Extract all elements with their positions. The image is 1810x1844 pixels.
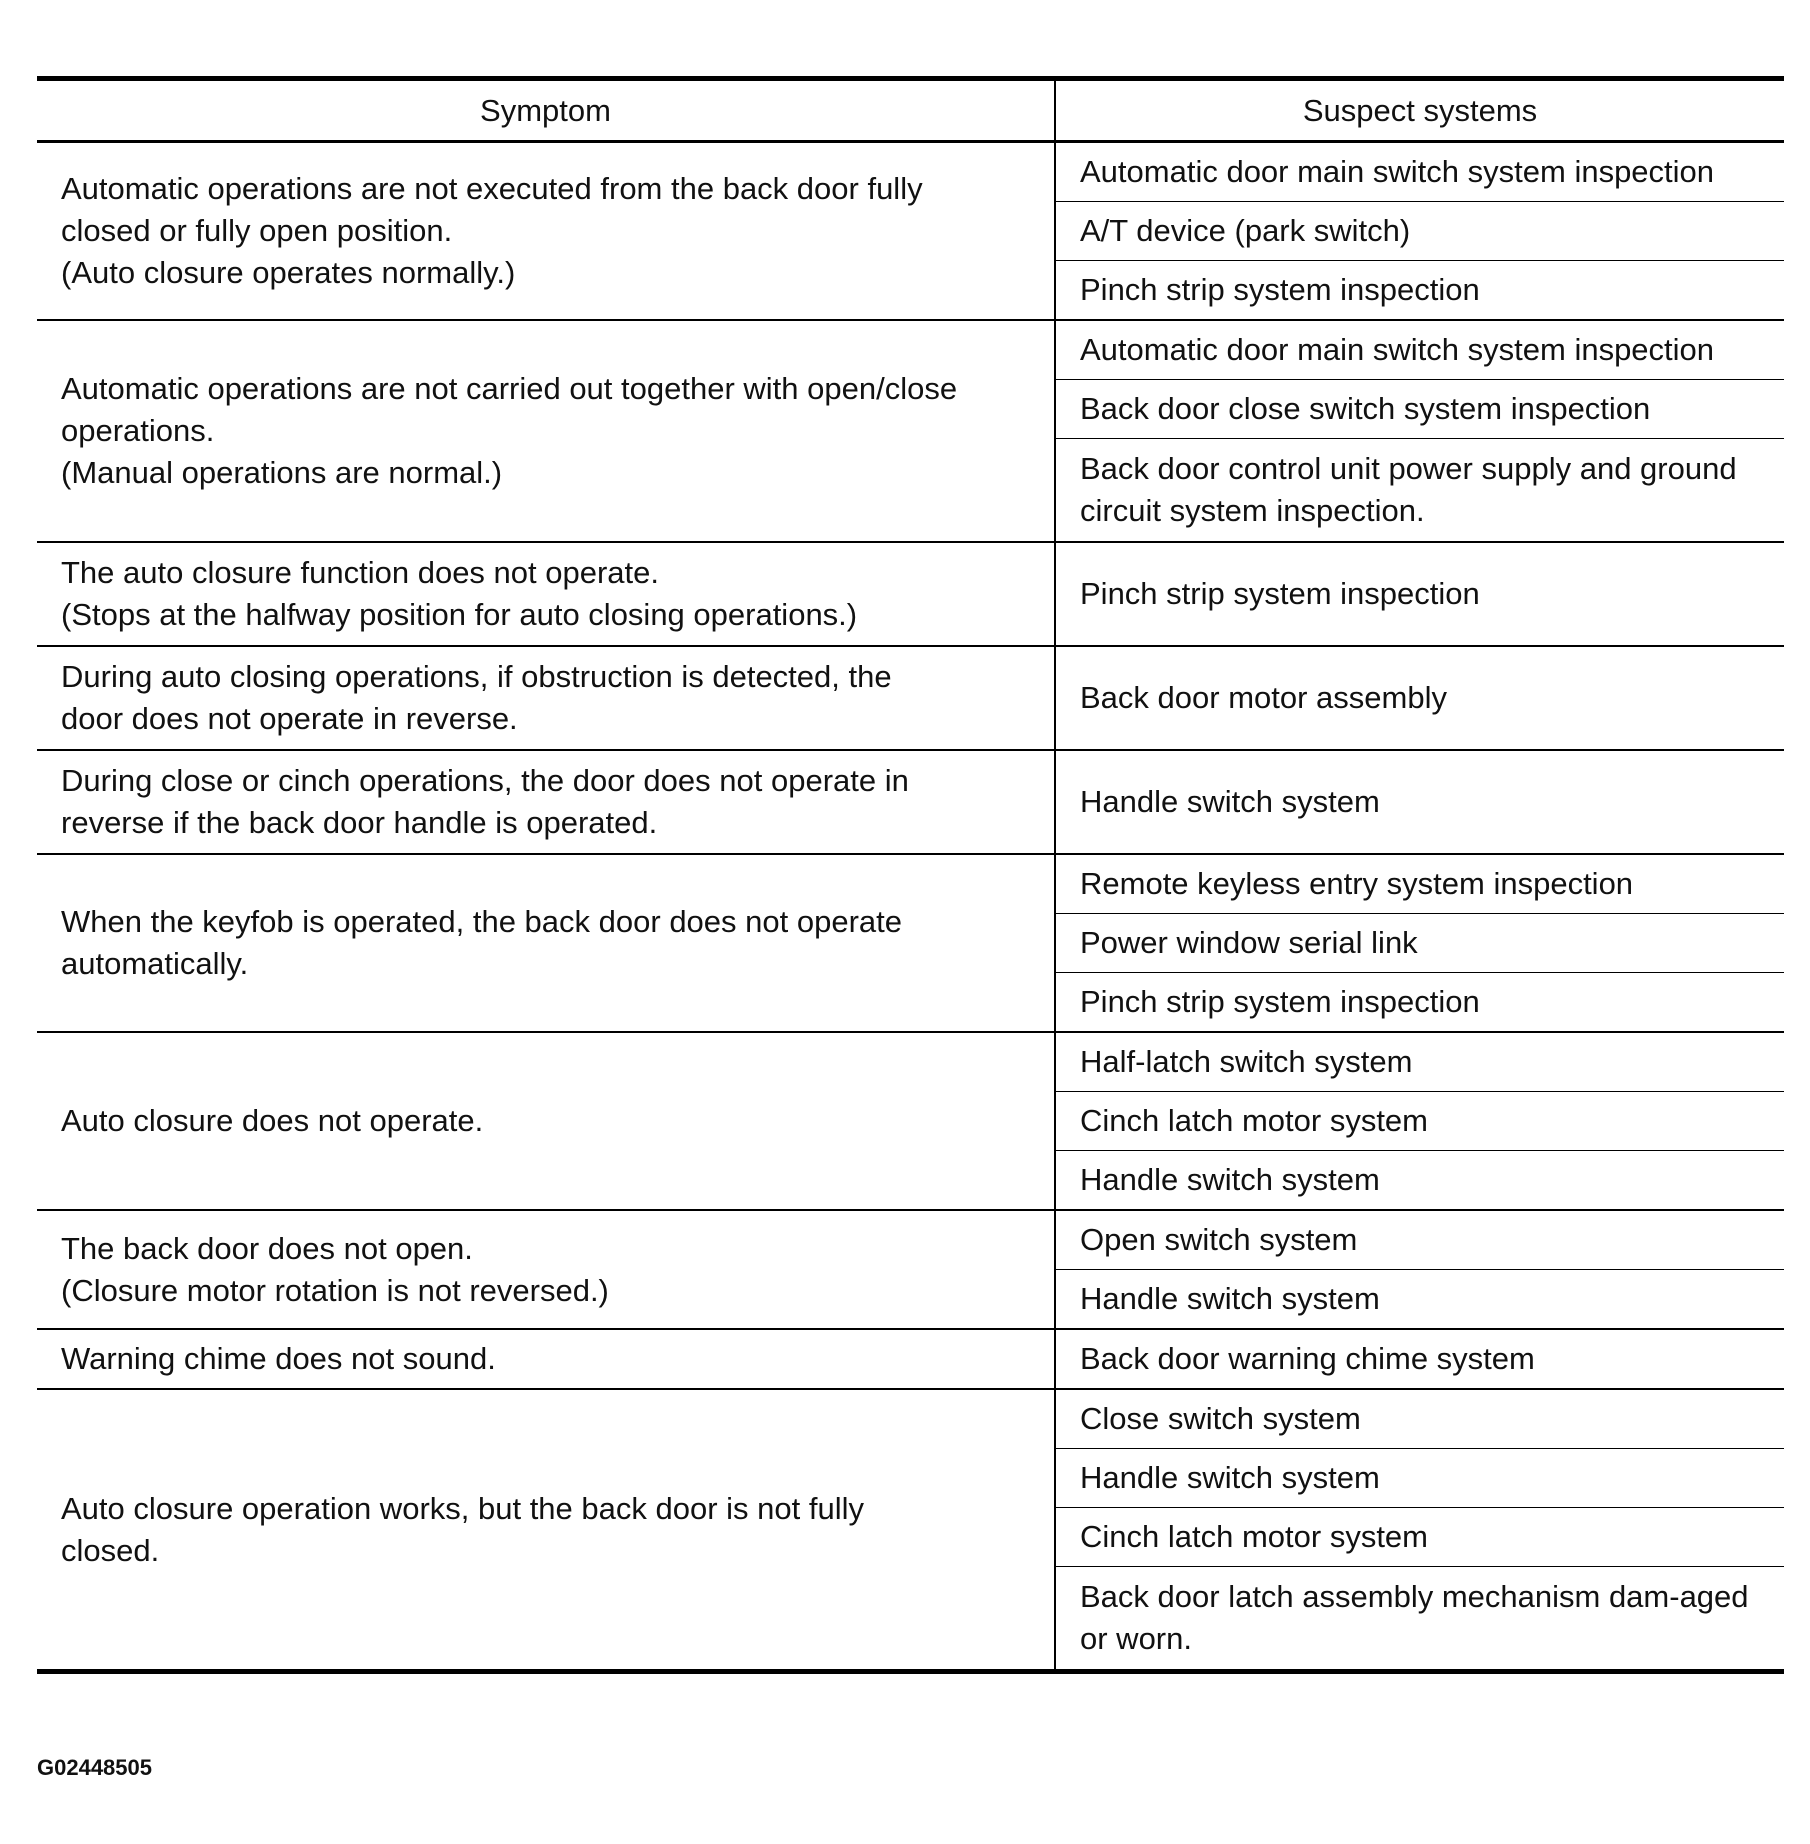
header-symptom: Symptom — [37, 79, 1055, 142]
suspect-cell: Cinch latch motor system — [1055, 1508, 1784, 1567]
table-row — [37, 542, 1784, 646]
symptom-cell — [37, 142, 1055, 321]
figure-id: G02448505 — [37, 1755, 152, 1780]
suspect-cell: Handle switch system — [1055, 1151, 1784, 1211]
symptom-text: Automatic operations are not carried out together with open/close — [61, 371, 958, 406]
symptom-text: (Stops at the halfway position for auto closing operations.) — [61, 597, 858, 632]
symptom-text: (Auto closure operates normally.) — [61, 255, 516, 290]
suspect-cell: Cinch latch motor system — [1055, 1092, 1784, 1151]
suspect-text: Back door control unit power supply and ground circuit system inspection. — [1080, 451, 1737, 528]
suspect-text: Back door latch assembly mechanism dam-aged or worn. — [1080, 1579, 1749, 1656]
table-row — [37, 142, 1784, 202]
symptom-text: During close or cinch operations, the door does not operate in — [61, 763, 909, 798]
symptom-cell — [37, 750, 1055, 854]
suspect-cell: A/T device (park switch) — [1055, 202, 1784, 261]
suspect-cell: Back door close switch system inspection — [1055, 380, 1784, 439]
symptom-text: (Closure motor rotation is not reversed.) — [61, 1272, 609, 1308]
suspect-cell: Open switch system — [1055, 1210, 1784, 1270]
suspect-cell: Power window serial link — [1055, 914, 1784, 973]
suspect-cell: Automatic door main switch system inspection — [1055, 320, 1784, 380]
suspect-cell: Remote keyless entry system inspection — [1055, 854, 1784, 914]
suspect-cell: Handle switch system — [1055, 750, 1784, 854]
symptom-text: closed or fully open position. — [61, 213, 453, 248]
symptom-cell — [37, 1032, 1055, 1210]
table-row — [37, 1032, 1784, 1092]
table-row — [37, 646, 1784, 750]
symptom-cell — [37, 854, 1055, 1032]
table-row — [37, 1389, 1784, 1449]
table-row — [37, 750, 1784, 854]
suspect-cell: Pinch strip system inspection — [1055, 542, 1784, 646]
header-suspect-systems: Suspect systems — [1055, 79, 1784, 142]
suspect-cell: Pinch strip system inspection — [1055, 973, 1784, 1033]
suspect-cell — [1055, 439, 1784, 543]
symptom-text: door does not operate in reverse. — [61, 701, 518, 736]
symptom-cell — [37, 320, 1055, 542]
symptom-text: The back door does not open. — [61, 1230, 473, 1266]
suspect-cell — [1055, 1567, 1784, 1672]
symptom-text: (Manual operations are normal.) — [61, 455, 503, 490]
symptom-text: reverse if the back door handle is operated. — [61, 805, 658, 840]
symptom-cell — [37, 1210, 1055, 1329]
symptom-text: closed. — [61, 1532, 160, 1568]
symptom-text: The auto closure function does not operate. — [61, 555, 660, 590]
table-row — [37, 1329, 1784, 1389]
symptom-text: When the keyfob is operated, the back door does not operate — [61, 904, 902, 939]
symptom-text: Auto closure does not operate. — [61, 1103, 484, 1138]
symptom-text: During auto closing operations, if obstruction is detected, the — [61, 659, 892, 694]
table-row — [37, 320, 1784, 380]
suspect-cell: Close switch system — [1055, 1389, 1784, 1449]
table-header-row — [37, 79, 1784, 142]
table-row — [37, 854, 1784, 914]
symptom-text: Auto closure operation works, but the back door is not fully — [61, 1490, 864, 1526]
table-row — [37, 1210, 1784, 1270]
symptom-cell — [37, 1389, 1055, 1672]
suspect-cell: Back door warning chime system — [1055, 1329, 1784, 1389]
suspect-cell: Back door motor assembly — [1055, 646, 1784, 750]
symptom-text: operations. — [61, 413, 215, 448]
symptom-cell — [37, 542, 1055, 646]
symptom-text: Warning chime does not sound. — [61, 1341, 496, 1376]
suspect-cell: Handle switch system — [1055, 1270, 1784, 1330]
suspect-cell: Pinch strip system inspection — [1055, 261, 1784, 321]
symptom-text: automatically. — [61, 946, 249, 981]
suspect-cell: Handle switch system — [1055, 1449, 1784, 1508]
symptom-table — [37, 76, 1784, 1674]
symptom-text: Automatic operations are not executed from the back door fully — [61, 171, 923, 206]
suspect-cell: Half-latch switch system — [1055, 1032, 1784, 1092]
symptom-cell — [37, 1329, 1055, 1389]
suspect-cell: Automatic door main switch system inspection — [1080, 154, 1715, 189]
symptom-cell — [37, 646, 1055, 750]
